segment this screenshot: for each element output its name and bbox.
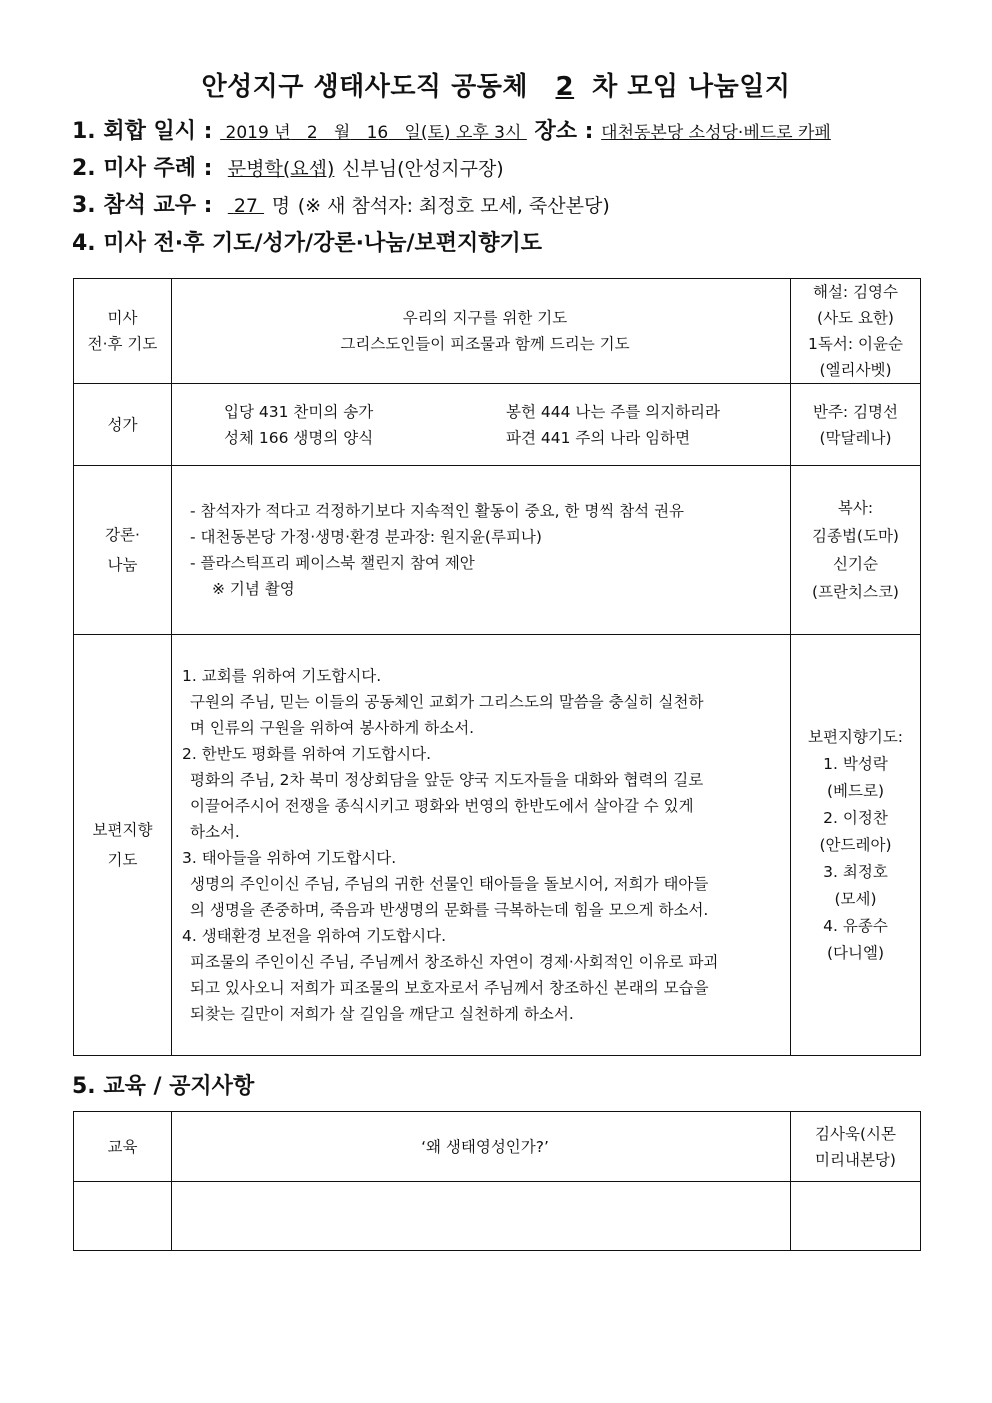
meeting-time: 오후 3시 [455,123,522,143]
hymn-communion: 성체 166 생명의 양식 [224,428,374,447]
education-table [73,1111,921,1251]
attendance-label: 3. 참석 교우 : [72,193,213,218]
hymns-roles-text: 반주: 김명선 (막달레나) [812,402,898,447]
table-row [74,635,921,1056]
hymn-entrance: 입당 431 찬미의 송가 [224,402,374,421]
intention-text: 며 인류의 구원을 위하여 봉사하게 하소서. [190,719,475,737]
education-topic: ‘왜 생태영성인가?’ [172,1112,791,1182]
table-row [74,466,921,635]
place-label: 장소 : [534,119,594,144]
intention-heading: 2. 한반도 평화를 위하여 기도합시다. [182,745,432,763]
title-meeting-number: 2 [555,72,575,102]
mass-celebrant-line [72,151,504,182]
homily-label [74,466,172,635]
homily-content [172,466,791,635]
meeting-month: 2 [306,123,318,143]
empty-cell [791,1182,921,1251]
intercessions-label [74,635,172,1056]
intention-text: 평화의 주님, 2차 북미 정상회담을 앞둔 양국 지도자들을 대화와 협력의 길로 [190,771,704,789]
intention-text: 생명의 주인이신 주님, 주님의 귀한 선물인 태아들을 돌보시어, 저희가 태아들 [190,875,709,893]
intention-text: 구원의 주님, 믿는 이들의 공동체인 교회가 그리스도의 말씀을 충실히 실천하 [190,693,704,711]
education-speaker [791,1112,921,1182]
section-5-heading: 5. 교육 / 공지사항 [72,1074,255,1099]
prayers-table [73,278,921,1056]
meeting-place: 대천동본당 소성당·베드로 카페 [601,123,831,143]
hymns-label: 성가 [74,384,172,466]
meeting-day: 16 [366,123,389,143]
meeting-day-unit: 일(토) [404,123,451,143]
attendance-count: 27 [233,195,259,217]
mass-celebrant-title: 신부님(안성지구장) [342,158,504,180]
table-row [74,279,921,384]
section-4-heading: 4. 미사 전·후 기도/성가/강론·나눔/보편지향기도 [72,231,543,256]
title-prefix: 안성지구 생태사도직 공동체 [201,72,528,102]
table-row [74,1182,921,1251]
meeting-label: 1. 회합 일시 : [72,119,213,144]
education-speaker-text: 김사욱(시몬 미리내본당) [815,1124,896,1169]
intention-text: 되찾는 길만이 저희가 살 길임을 깨닫고 실천하게 하소서. [190,1005,574,1023]
intention-heading: 1. 교회를 위하여 기도합시다. [182,667,382,685]
mass-celebrant: 문병학(요셉) [227,158,335,180]
homily-label-text: 강론· 나눔 [105,526,140,574]
prayer-line: 그리스도인들이 피조물과 함께 드리는 기도 [340,335,630,353]
attendance-line [72,188,610,219]
page-title [0,66,992,103]
intention-text: 의 생명을 존중하며, 죽음과 반생명의 문화를 극복하는데 힘을 모으게 하소서. [190,901,709,919]
empty-cell [172,1182,791,1251]
attendance-note: (※ 새 참석자: 최정호 모세, 죽산본당) [297,195,610,217]
pre-post-prayer-label-text: 미사 전·후 기도 [87,309,158,353]
homily-item: - 플라스틱프리 페이스북 챌린지 참여 제안 [190,554,475,572]
pre-post-prayer-roles [791,279,921,384]
intercessions-roles [791,635,921,1056]
intention-text: 피조물의 주인이신 주님, 주님께서 창조하신 자연이 경제·사회적인 이유로 파괴 [190,953,719,971]
intercessions-label-text: 보편지향 기도 [92,821,153,869]
intention-heading: 4. 생태환경 보전을 위하여 기도합시다. [182,927,447,945]
pre-post-prayer-label [74,279,172,384]
intercessions-roles-text: 보편지향기도: 1. 박성락 (베드로) 2. 이정찬 (안드레아) 3. 최정호 (모세) 4. 유종수 (다니엘) [807,727,904,962]
table-row [74,384,921,466]
pre-post-prayer-content [172,279,791,384]
education-label: 교육 [74,1112,172,1182]
meeting-info-line [72,114,831,145]
intention-text: 이끌어주시어 전쟁을 종식시키고 평화와 번영의 한반도에서 살아갈 수 있게 [190,797,694,815]
mass-label: 2. 미사 주례 : [72,156,213,181]
title-suffix: 차 모임 나눔일지 [592,72,791,102]
hymn-offertory: 봉헌 444 나는 주를 의지하리라 [506,402,720,421]
intention-heading: 3. 태아들을 위하여 기도합시다. [182,849,397,867]
hymns-content [172,384,791,466]
attendance-unit: 명 [271,195,291,217]
homily-item: - 참석자가 적다고 걱정하기보다 지속적인 활동이 중요, 한 명씩 참석 권유 [190,502,685,520]
homily-roles [791,466,921,635]
homily-item: - 대천동본당 가정·생명·환경 분과장: 원지윤(루피나) [190,528,542,546]
meeting-year-unit: 년 [274,123,291,143]
intention-text: 되고 있사오니 저희가 피조물의 보호자로서 주님께서 창조하신 본래의 모습을 [190,979,709,997]
meeting-date [220,123,527,143]
homily-item: ※ 기념 촬영 [212,580,295,598]
empty-cell [74,1182,172,1251]
hymn-recessional: 파견 441 주의 나라 임하면 [506,428,691,447]
homily-roles-text: 복사: 김종법(도마) 신기순 (프란치스코) [812,499,899,601]
meeting-year: 2019 [225,123,269,143]
pre-post-prayer-roles-text: 해설: 김영수 (사도 요한) 1독서: 이윤순 (엘리사벳) [808,283,903,379]
intention-text: 하소서. [190,823,240,841]
intercessions-content [172,635,791,1056]
hymns-roles [791,384,921,466]
prayer-line: 우리의 지구를 위한 기도 [402,309,568,327]
table-row [74,1112,921,1182]
meeting-month-unit: 월 [333,123,351,143]
attendance-count-wrap [228,195,264,217]
